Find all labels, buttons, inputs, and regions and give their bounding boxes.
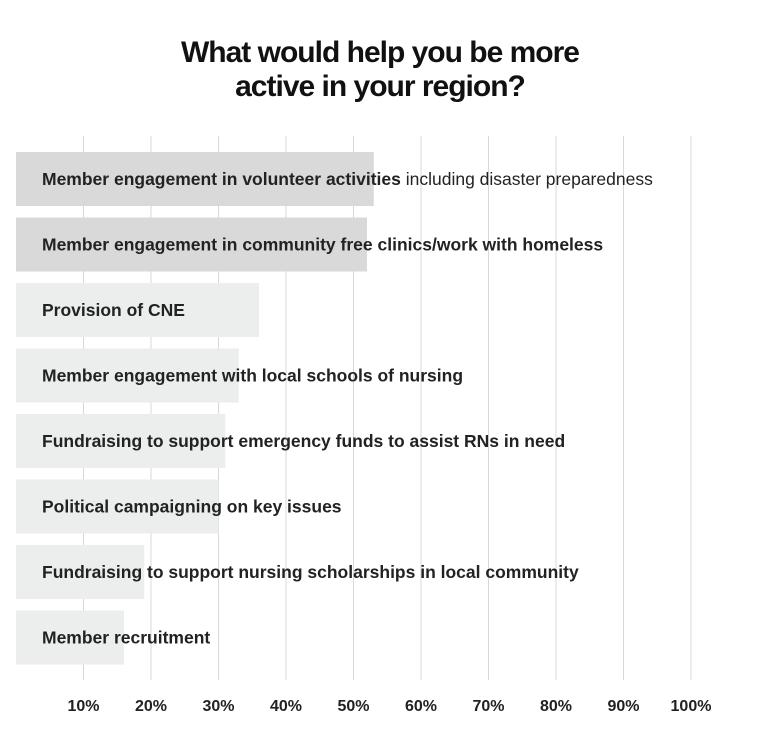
bar-label-4 <box>42 366 463 386</box>
bar-label-bold-5: Fundraising to support emergency funds to assist RNs in need <box>42 431 566 451</box>
bar-label-8 <box>42 628 210 648</box>
bar-label-2 <box>42 235 603 255</box>
x-tick-label-80: 80% <box>539 698 573 715</box>
bar-label-bold-3: Provision of CNE <box>42 300 185 320</box>
bar-label-bold-7: Fundraising to support nursing scholarships in local community <box>42 562 579 582</box>
x-tick-label-50: 50% <box>337 698 370 715</box>
x-tick-label-70: 70% <box>472 698 505 715</box>
chart-title-line-2: active in your region? <box>235 70 525 103</box>
bar-label-bold-1: Member engagement in volunteer activities <box>42 169 401 189</box>
x-tick-label-60: 60% <box>404 698 438 715</box>
bar-label-bold-6: Political campaigning on key issues <box>42 496 342 517</box>
x-tick-label-40: 40% <box>269 698 303 715</box>
x-tick-label-20: 20% <box>134 698 168 715</box>
bar-label-bold-8: Member recruitment <box>42 627 211 648</box>
bar-label-6 <box>42 497 342 517</box>
bar-label-7 <box>42 562 579 582</box>
bar-label-bold-2: Member engagement in community free clinics/work with homeless <box>42 234 604 255</box>
bar-label-rest-1: including disaster preparedness <box>400 169 653 189</box>
x-tick-label-90: 90% <box>607 698 640 715</box>
x-tick-label-100: 100% <box>670 698 712 715</box>
bar-label-1 <box>42 169 653 189</box>
bar-label-3 <box>42 300 185 320</box>
x-tick-label-10: 10% <box>67 698 100 715</box>
chart-title-line-1: What would help you be more <box>180 36 579 69</box>
bar-label-bold-4: Member engagement with local schools of nursing <box>42 365 464 386</box>
bar-label-5 <box>42 431 565 451</box>
x-tick-label-30: 30% <box>202 698 235 715</box>
